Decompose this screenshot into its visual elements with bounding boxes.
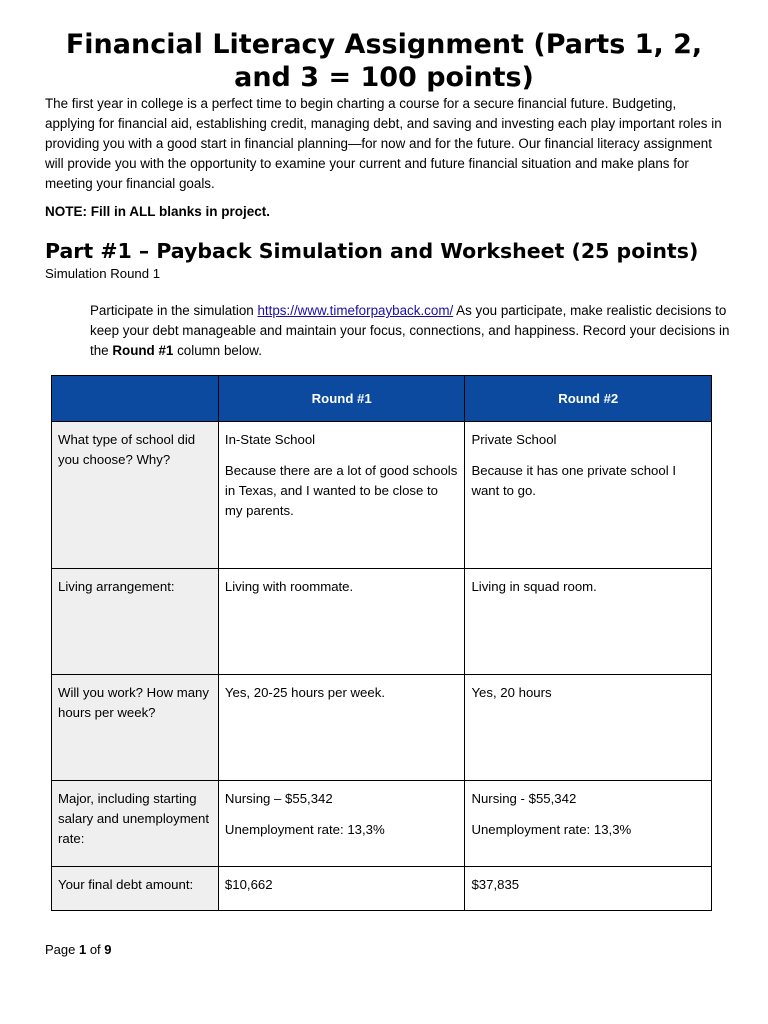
table-row [52,675,712,781]
answer-line: Yes, 20-25 hours per week. [224,685,385,700]
instructions-end: column below. [173,343,262,358]
table-row [52,569,712,675]
round2-cell[interactable] [465,569,712,675]
answer-line: Unemployment rate: 13,3% [471,822,632,837]
instructions-bold: Round #1 [112,343,174,358]
answer-line: $37,835 [471,877,520,892]
footer-page-word: Page [45,942,79,957]
page-title: Financial Literacy Assignment (Parts 1, 2, and 3 = 100 points) [65,29,703,93]
answer-line: Nursing – $55,342 [224,791,333,806]
answer-line: Yes, 20 hours [471,685,552,700]
table-row [52,867,712,911]
note-text: NOTE: Fill in ALL blanks in project. [45,204,271,219]
table-row [52,422,712,569]
answer-line: Living with roommate. [224,579,354,594]
round2-cell[interactable] [465,675,712,781]
question-cell: Your final debt amount: [52,867,219,911]
round1-cell[interactable] [218,675,465,781]
intro-paragraph: The first year in college is a perfect time to begin charting a course for a secure financial future. Budgeting, applying for financial aid, establishing credit, managing debt, and saving and investing each play important roles in providing you with a good start in financial planning—for now and for the future. Our financial literacy assignment will provide you with the opportunity to examine your current and future financial situation and make plans for meeting your financial goals. [45,96,722,191]
round1-cell[interactable] [218,569,465,675]
answer-line: Unemployment rate: 13,3% [224,822,385,837]
answer-line: Because it has one private school I want to go. [471,463,676,498]
instructions-before-link: Participate in the simulation [90,303,258,318]
part1-heading: Part #1 – Payback Simulation and Worksheet (25 points) [45,239,699,263]
table-row [52,781,712,867]
answer-line: $10,662 [224,877,273,892]
round2-cell[interactable] [465,781,712,867]
answer-line: Because there are a lot of good schools in Texas, and I wanted to be close to my parents. [224,463,458,518]
round1-cell[interactable] [218,781,465,867]
payback-worksheet-table [51,375,712,911]
footer-current-page: 1 [78,942,87,957]
simulation-round-label: Simulation Round 1 [45,266,161,281]
question-cell: Living arrangement: [52,569,219,675]
answer-line: Private School [471,432,557,447]
table-header-row [52,376,712,422]
header-round-2: Round #2 [465,376,712,422]
instructions-paragraph [90,301,730,361]
question-cell: Will you work? How many hours per week? [52,675,219,781]
round1-cell[interactable] [218,867,465,911]
question-cell: Major, including starting salary and unemployment rate: [52,781,219,867]
page-footer [45,942,112,957]
round2-cell[interactable] [465,867,712,911]
footer-total-pages: 9 [104,942,112,957]
answer-line: Nursing - $55,342 [471,791,577,806]
round1-cell[interactable] [218,422,465,569]
footer-of-word: of [86,942,105,957]
round2-cell[interactable] [465,422,712,569]
header-round-1: Round #1 [218,376,465,422]
header-blank [52,376,219,422]
answer-line: Living in squad room. [471,579,597,594]
simulation-link[interactable]: https://www.timeforpayback.com/ [257,303,454,318]
question-cell: What type of school did you choose? Why? [52,422,219,569]
instructions-after-link: As you participate, make realistic decisions to keep your debt manageable and maintain your focus, connections, and happiness. Record your decisions in the [90,303,730,358]
answer-line: In-State School [224,432,316,447]
